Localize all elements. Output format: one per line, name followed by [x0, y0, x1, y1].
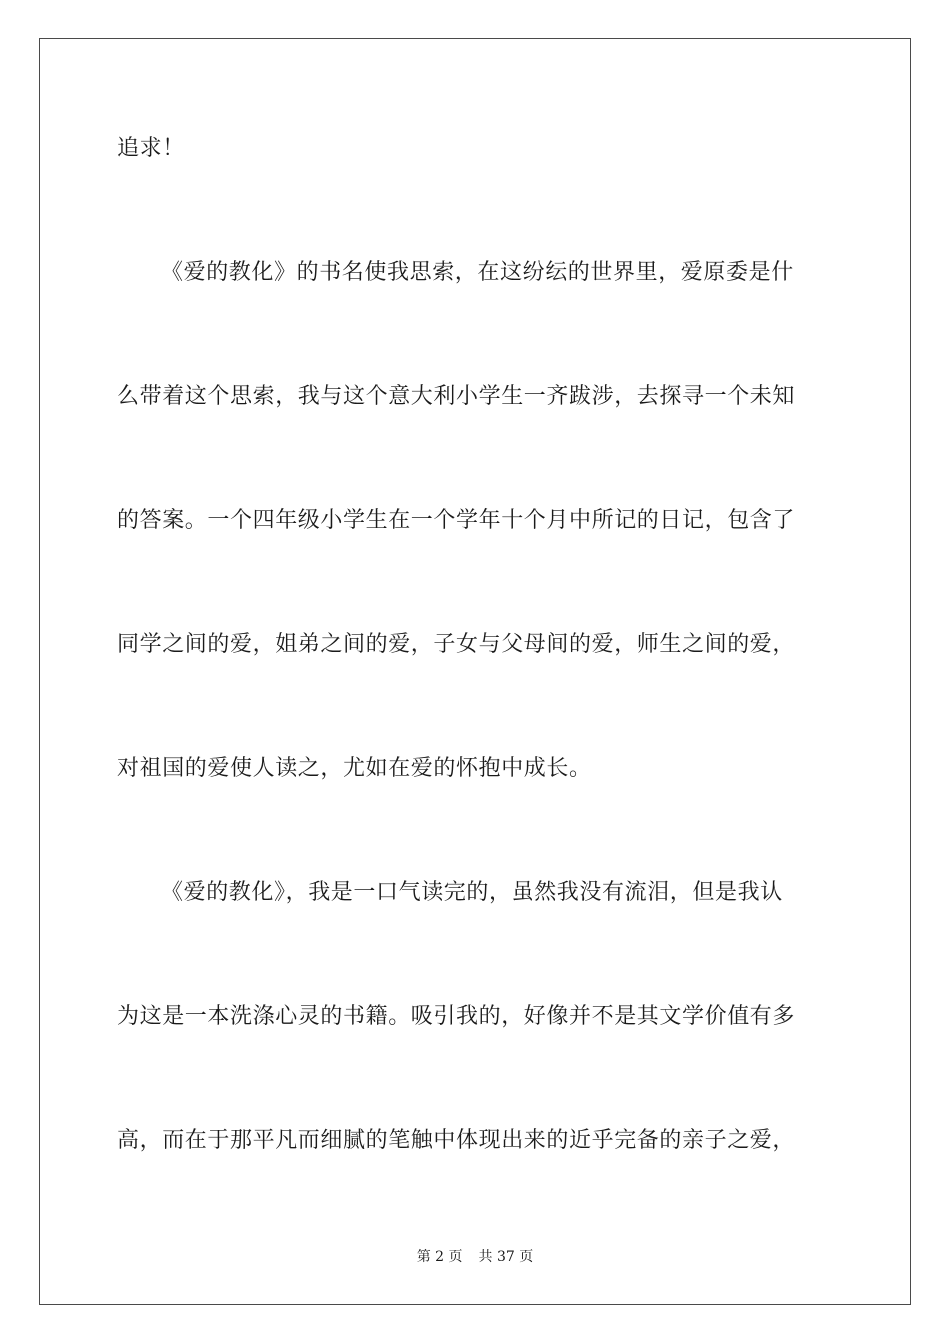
text-line-9: 高，而在于那平凡而细腻的笔触中体现出来的近乎完备的亲子之爱， — [117, 1128, 796, 1153]
text-line-8: 为这是一本洗涤心灵的书籍。吸引我的，好像并不是其文学价值有多 — [117, 1004, 796, 1029]
text-line-4: 的答案。一个四年级小学生在一个学年十个月中所记的日记，包含了 — [117, 508, 796, 533]
text-line-5: 同学之间的爱，姐弟之间的爱，子女与父母间的爱，师生之间的爱， — [117, 632, 796, 657]
text-line-6: 对祖国的爱使人读之，尤如在爱的怀抱中成长。 — [117, 756, 592, 781]
text-line-3: 么带着这个思索，我与这个意大利小学生一齐跋涉，去探寻一个未知 — [117, 384, 796, 409]
page-total: 共 37 页 — [478, 1249, 534, 1265]
text-line-1: 追求！ — [117, 136, 185, 161]
page-border — [39, 38, 911, 1305]
text-line-2: 《爱的教化》的书名使我思索，在这纷纭的世界里，爱原委是什 — [161, 260, 794, 285]
page-number: 第 2 页 — [416, 1249, 463, 1265]
text-line-7: 《爱的教化》，我是一口气读完的，虽然我没有流泪，但是我认 — [161, 880, 783, 905]
page-footer — [0, 1246, 950, 1266]
